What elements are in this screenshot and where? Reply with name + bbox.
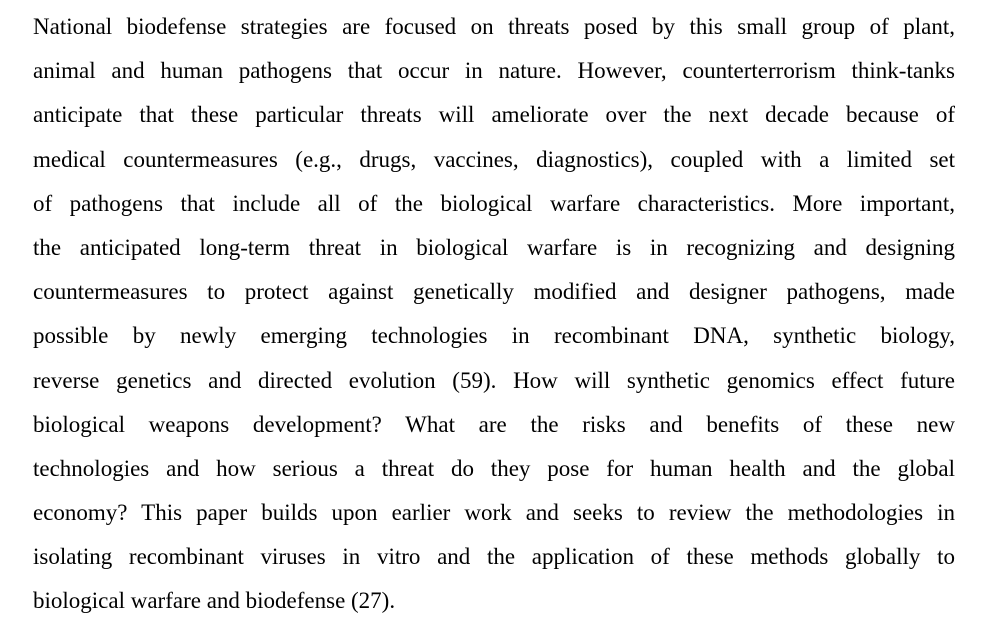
paragraph-line: the anticipated long-term threat in biological warfare is in recognizing and designing — [33, 234, 955, 260]
paragraph-line: biological weapons development? What are the risks and benefits of these new — [33, 411, 955, 437]
paragraph-line: isolating recombinant viruses in vitro and the application of these methods globally to — [33, 544, 955, 570]
paragraph-line: animal and human pathogens that occur in nature. However, counterterrorism think-tanks — [33, 58, 955, 84]
paragraph-line: reverse genetics and directed evolution (59). How will synthetic genomics effect future — [33, 367, 955, 393]
paragraph-line: medical countermeasures (e.g., drugs, vaccines, diagnostics), coupled with a limited set — [33, 146, 955, 172]
body-paragraph — [33, 5, 955, 624]
paragraph-line: biological warfare and biodefense (27). — [33, 588, 396, 614]
paragraph-line: technologies and how serious a threat do they pose for human health and the global — [33, 455, 955, 481]
paragraph-line: possible by newly emerging technologies in recombinant DNA, synthetic biology, — [33, 323, 955, 349]
paragraph-line: economy? This paper builds upon earlier work and seeks to review the methodologies in — [33, 500, 955, 526]
paragraph-line: anticipate that these particular threats will ameliorate over the next decade because of — [33, 102, 955, 128]
paragraph-line: countermeasures to protect against genetically modified and designer pathogens, made — [33, 279, 955, 305]
paragraph-line: National biodefense strategies are focused on threats posed by this small group of plant, — [33, 14, 955, 39]
paragraph-line: of pathogens that include all of the biological warfare characteristics. More important, — [33, 190, 955, 216]
